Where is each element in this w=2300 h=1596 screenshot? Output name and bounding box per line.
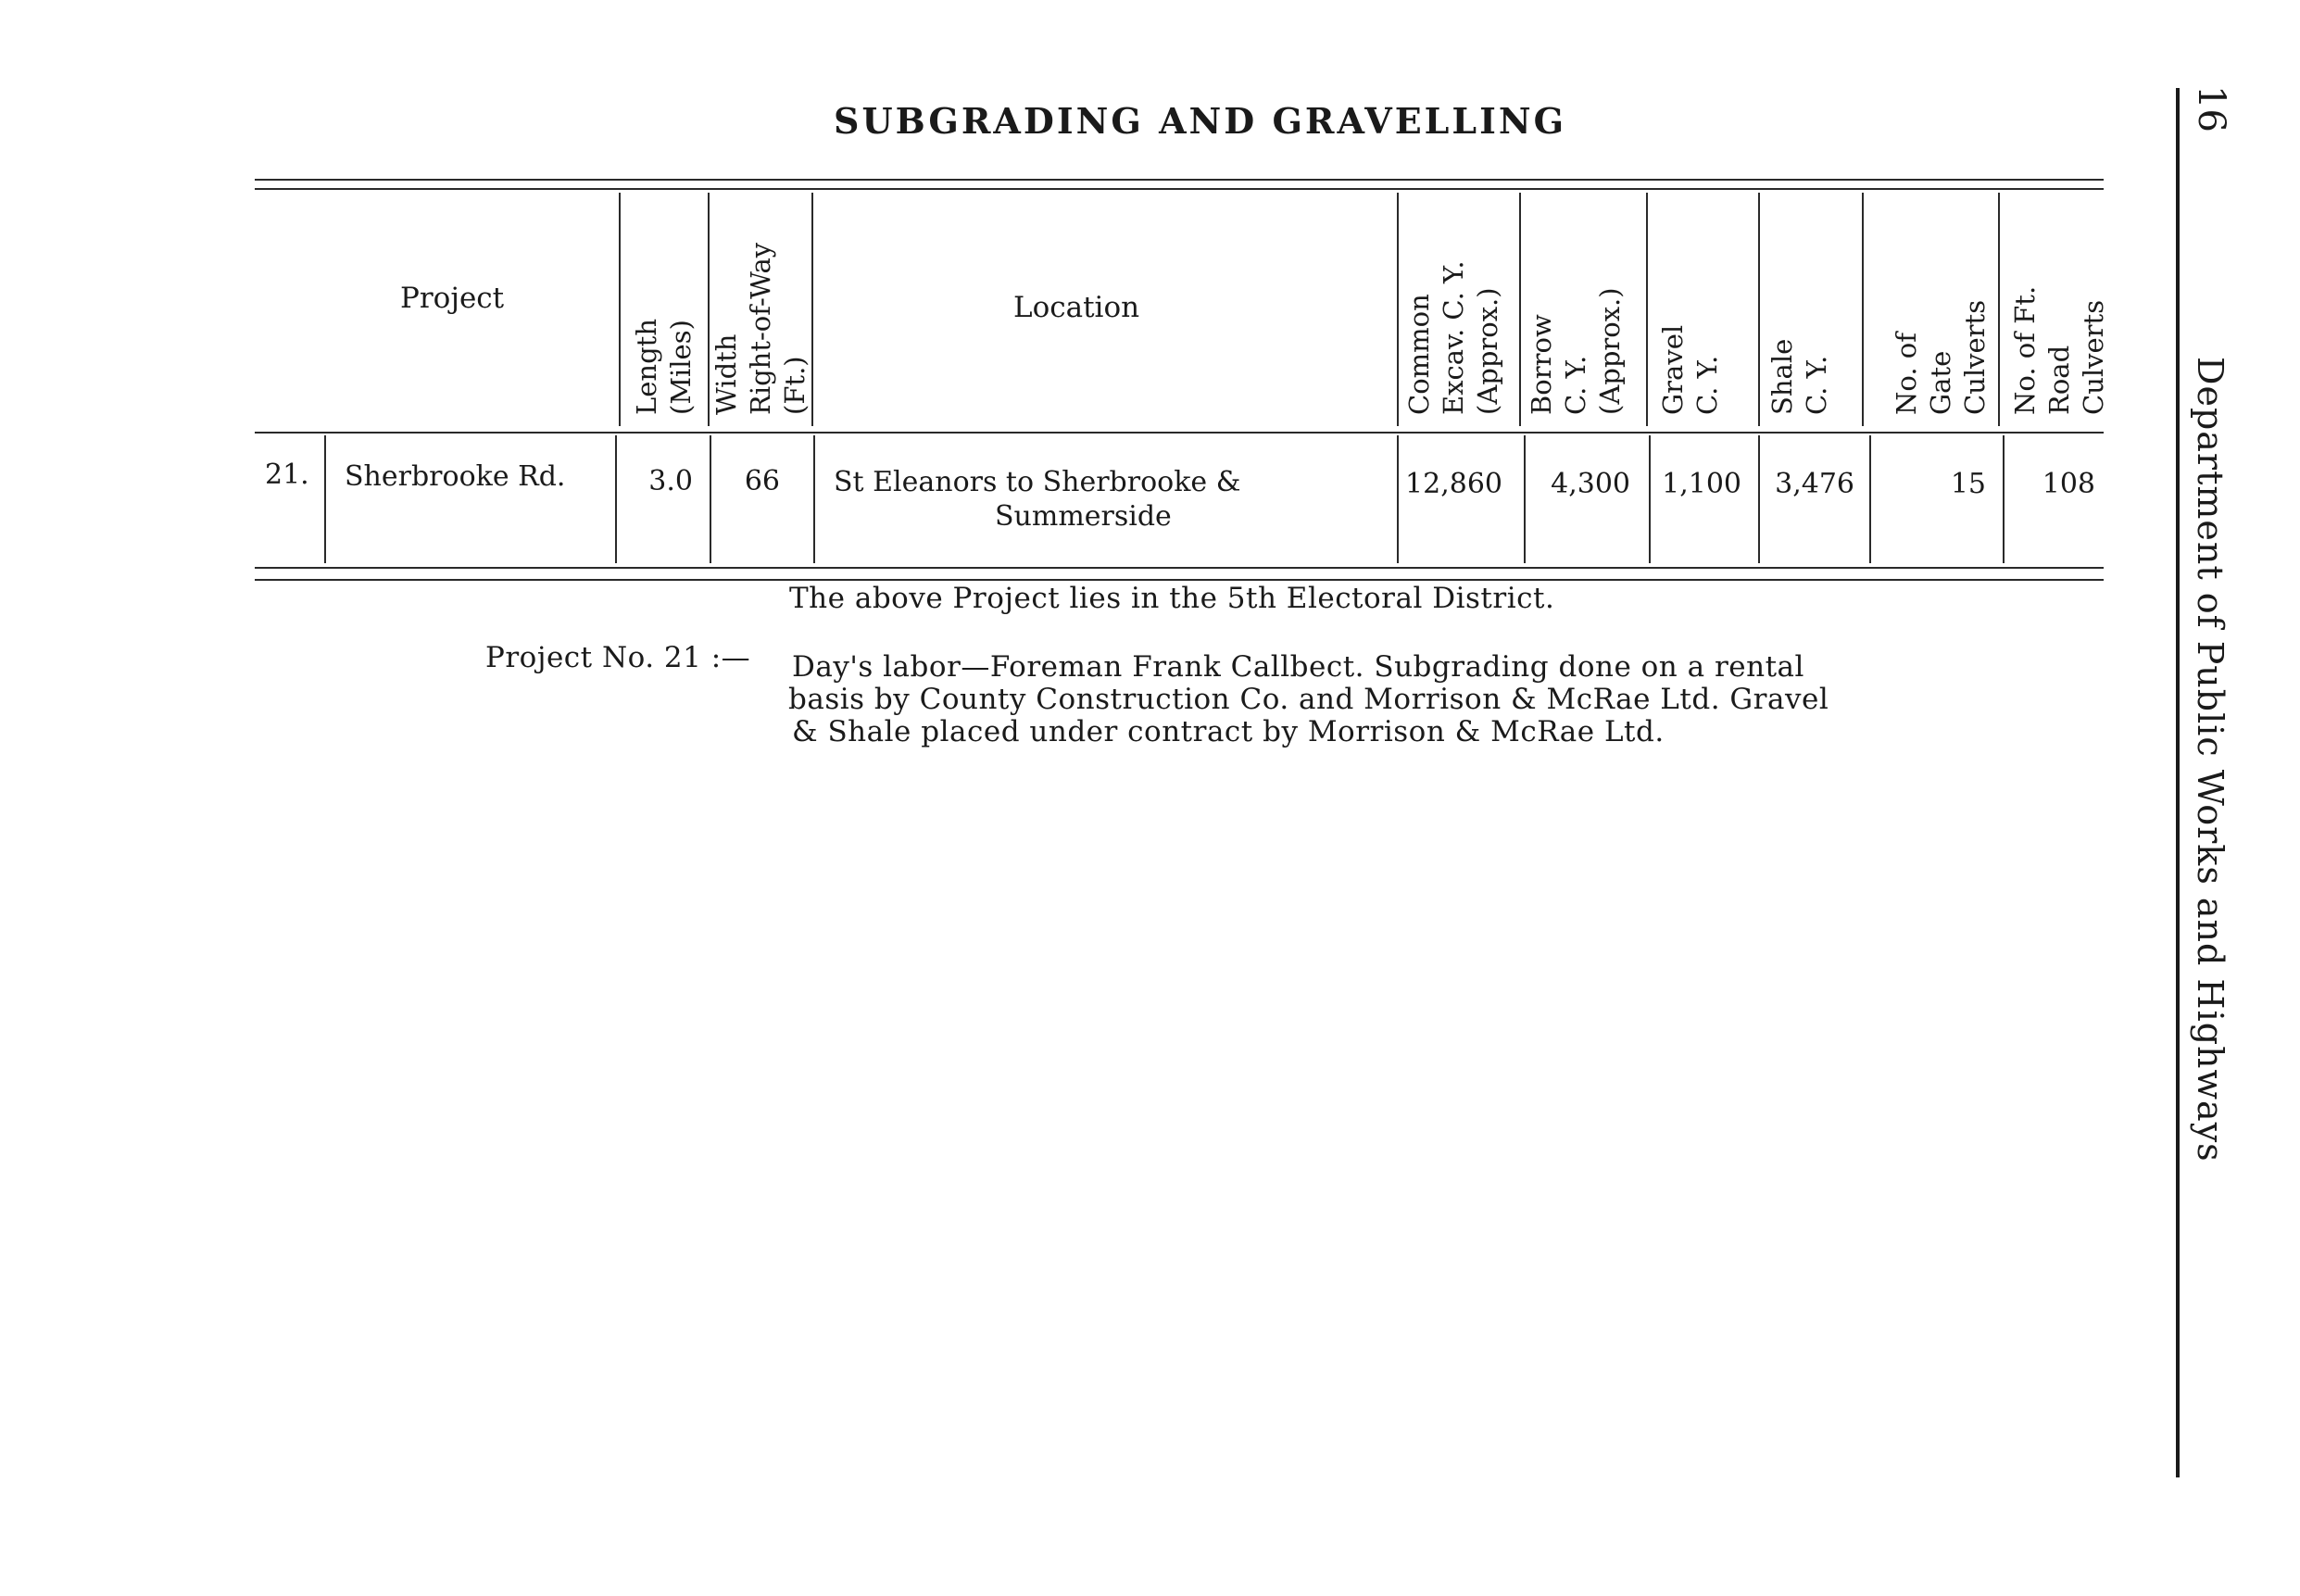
row-location-line2: Summerside	[995, 500, 1172, 533]
header-shale: Shale C. Y.	[1766, 338, 1832, 415]
district-note: The above Project lies in the 5th Electoral District.	[789, 582, 1555, 615]
row-number: 21.	[265, 459, 309, 491]
header-divider	[1646, 193, 1648, 426]
row-road-culverts: 108	[2042, 468, 2095, 500]
margin-rule	[2176, 88, 2180, 1477]
header-location: Location	[1013, 291, 1140, 324]
page-number: 16	[2190, 85, 2232, 132]
row-gravel: 1,100	[1662, 468, 1741, 500]
row-project: Sherbrooke Rd.	[345, 460, 566, 493]
header-width: Width Right-of-Way (Ft.)	[710, 242, 811, 415]
header-divider	[1862, 193, 1864, 426]
table-top-rule-2	[255, 188, 2104, 190]
row-borrow: 4,300	[1551, 468, 1630, 500]
table-bottom-rule-2	[255, 579, 2104, 581]
body-divider	[615, 435, 617, 563]
body-divider	[324, 435, 326, 563]
row-common-excav: 12,860	[1405, 468, 1502, 500]
body-divider	[710, 435, 711, 563]
body-divider	[813, 435, 815, 563]
header-gate-culverts: No. of Gate Culverts	[1891, 299, 1991, 415]
body-divider	[1869, 435, 1871, 563]
header-divider	[1397, 193, 1399, 426]
header-gravel: Gravel C. Y.	[1657, 324, 1723, 415]
table-bottom-rule	[255, 567, 2104, 569]
row-shale: 3,476	[1775, 468, 1854, 500]
row-gate-culverts: 15	[1950, 468, 1986, 500]
row-width: 66	[744, 465, 780, 497]
project-note-line: Day's labor—Foreman Frank Callbect. Subgrading done on a rental	[792, 650, 1804, 684]
header-length: Length (Miles)	[631, 319, 697, 415]
header-divider	[1758, 193, 1760, 426]
row-length: 3.0	[648, 465, 693, 497]
body-divider	[1758, 435, 1760, 563]
header-divider	[619, 193, 621, 426]
table-top-rule	[255, 179, 2104, 181]
row-location-line1: St Eleanors to Sherbrooke &	[834, 466, 1241, 498]
page-title: SUBGRADING AND GRAVELLING	[834, 100, 1567, 142]
header-divider	[1998, 193, 2000, 426]
header-road-culverts: No. of Ft. Road Culverts	[2009, 285, 2109, 415]
body-divider	[1524, 435, 1526, 563]
header-project: Project	[400, 282, 505, 315]
running-head: Department of Public Works and Highways	[2190, 357, 2231, 1162]
header-divider	[1519, 193, 1521, 426]
project-note-line: & Shale placed under contract by Morrison & McRae Ltd.	[792, 715, 1665, 748]
header-borrow: Borrow C. Y. (Approx.)	[1526, 287, 1626, 415]
header-common-excav: Common Excav. C. Y. (Approx.)	[1403, 260, 1503, 415]
body-divider	[2003, 435, 2005, 563]
project-note-line: basis by County Construction Co. and Morrison & McRae Ltd. Gravel	[788, 683, 1829, 716]
header-bottom-rule	[255, 432, 2104, 434]
body-divider	[1649, 435, 1651, 563]
project-note-label: Project No. 21 :—	[485, 641, 751, 674]
body-divider	[1397, 435, 1399, 563]
